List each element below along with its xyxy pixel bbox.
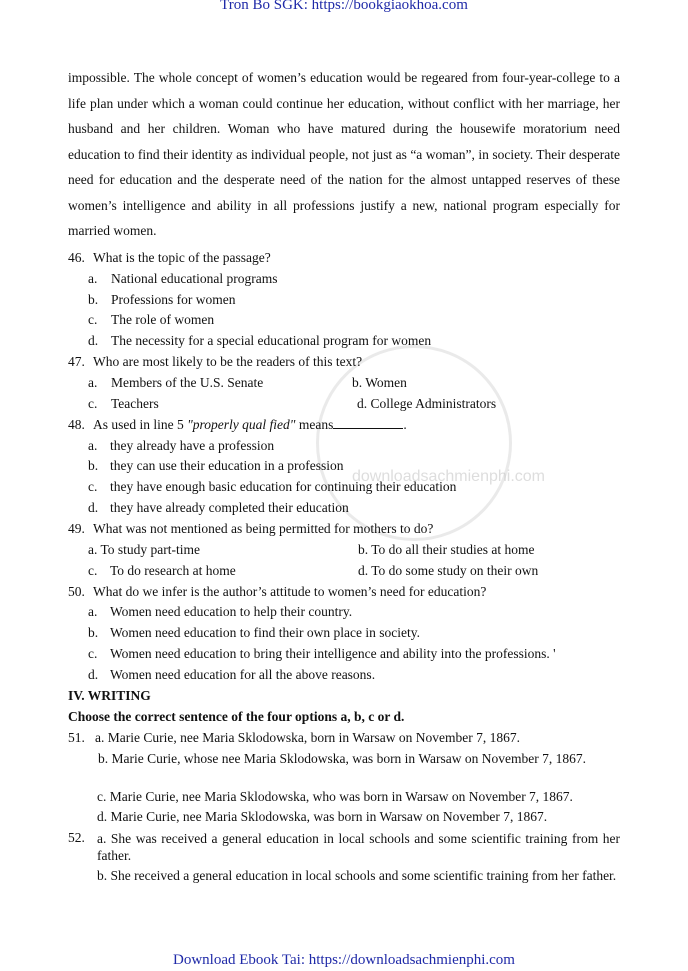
q51-option-c: c. Marie Curie, nee Maria Sklodowska, who was born in Warsaw on November 7, 1867. bbox=[97, 789, 573, 804]
question-50-number: 50. bbox=[68, 584, 85, 599]
answer-blank bbox=[333, 418, 403, 429]
q46-option-c-letter: c. bbox=[88, 312, 98, 327]
question-49-text: What was not mentioned as being permitted for mothers to do? bbox=[93, 521, 434, 536]
q48-period: . bbox=[403, 417, 407, 432]
q49-option-c-letter: c. bbox=[88, 563, 98, 578]
q52-option-a: a. She was received a general education in local schools and some scientific training from her father. bbox=[97, 831, 620, 863]
q47-option-c-letter: c. bbox=[88, 396, 98, 411]
q48-option-c-letter: c. bbox=[88, 479, 98, 494]
q50-option-d: Women need education for all the above reasons. bbox=[110, 667, 376, 682]
q48-option-a: they already have a profession bbox=[110, 438, 275, 453]
q46-option-a-letter: a. bbox=[88, 271, 98, 286]
q46-option-d: The necessity for a special educational program for women bbox=[111, 333, 432, 348]
question-47-text: Who are most likely to be the readers of this text? bbox=[93, 354, 363, 369]
question-50-text: What do we infer is the author’s attitude to women’s need for education? bbox=[93, 584, 487, 599]
q50-option-d-letter: d. bbox=[88, 667, 99, 682]
page-footer-link[interactable]: Download Ebook Tai: https://downloadsachmienphi.com bbox=[173, 952, 515, 968]
q48-option-c: they have enough basic education for continuing their education bbox=[110, 479, 457, 494]
watermark-text: downloadsachmienphi.com bbox=[352, 468, 545, 485]
q51-option-a: a. Marie Curie, nee Maria Sklodowska, born in Warsaw on November 7, 1867. bbox=[95, 730, 520, 745]
q52-option-b: b. She received a general education in local schools and some scientific training from her father. bbox=[97, 868, 617, 883]
q46-option-a: National educational programs bbox=[111, 271, 278, 286]
q48-option-d-letter: d. bbox=[88, 500, 99, 515]
q48-means: means bbox=[295, 417, 334, 432]
q51-option-b: b. Marie Curie, whose nee Maria Sklodowska, was born in Warsaw on November 7, 1867. bbox=[98, 751, 586, 766]
q46-option-d-letter: d. bbox=[88, 333, 99, 348]
section-heading: IV. WRITING bbox=[68, 688, 151, 703]
question-48-number: 48. bbox=[68, 417, 85, 432]
question-49-number: 49. bbox=[68, 521, 85, 536]
q46-option-b: Professions for women bbox=[111, 292, 236, 307]
q50-option-b-letter: b. bbox=[88, 625, 99, 640]
question-51-number: 51. bbox=[68, 730, 85, 745]
q50-option-a-letter: a. bbox=[88, 604, 98, 619]
q47-option-d: d. College Administrators bbox=[357, 396, 497, 411]
section-instruction: Choose the correct sentence of the four options a, b, c or d. bbox=[68, 709, 405, 724]
q49-option-a: a. To study part-time bbox=[88, 542, 201, 557]
q49-option-b: b. To do all their studies at home bbox=[358, 542, 535, 557]
page-header-link[interactable]: Tron Bo SGK: https://bookgiaokhoa.com bbox=[220, 0, 468, 13]
q48-quoted-phrase: "properly qual fied" bbox=[187, 417, 296, 432]
q48-option-b-letter: b. bbox=[88, 458, 99, 473]
q50-option-a: Women need education to help their country. bbox=[110, 604, 353, 619]
q48-option-d: they have already completed their education bbox=[110, 500, 349, 515]
q48-option-a-letter: a. bbox=[88, 438, 98, 453]
q46-option-b-letter: b. bbox=[88, 292, 99, 307]
q47-option-b: b. Women bbox=[352, 375, 407, 390]
q49-option-c: To do research at home bbox=[110, 563, 236, 578]
question-47-number: 47. bbox=[68, 354, 85, 369]
q48-prefix: As used in line 5 bbox=[93, 417, 188, 432]
q47-option-c: Teachers bbox=[111, 396, 159, 411]
q51-option-d: d. Marie Curie, nee Maria Sklodowska, was born in Warsaw on November 7, 1867. bbox=[97, 809, 548, 824]
question-46-number: 46. bbox=[68, 250, 85, 265]
q48-option-b: they can use their education in a profession bbox=[110, 458, 344, 473]
q50-option-c: Women need education to bring their intelligence and ability into the professions. ' bbox=[110, 646, 556, 661]
q47-option-a: Members of the U.S. Senate bbox=[111, 375, 264, 390]
q50-option-b: Women need education to find their own place in society. bbox=[110, 625, 420, 640]
q49-option-d: d. To do some study on their own bbox=[358, 563, 539, 578]
question-48-text bbox=[93, 417, 407, 433]
q46-option-c: The role of women bbox=[111, 312, 215, 327]
reading-passage: impossible. The whole concept of women’s education would be regeared from four-year-college to a life plan under which a woman could continue her education, without conflict with her marriage, her husband and her children. Woman who have matured during the housewife moratorium need education to find their identity as individual people, not just as “a woman”, in society. Their desperate need for education and the desperate need of the nation for the almost untapped reserves of these women’s intelligence and ability in all professions justify a new, national program especially for married women. bbox=[68, 70, 620, 238]
q50-option-c-letter: c. bbox=[88, 646, 98, 661]
q47-option-a-letter: a. bbox=[88, 375, 98, 390]
question-46-text: What is the topic of the passage? bbox=[93, 250, 271, 265]
question-52-number: 52. bbox=[68, 830, 85, 845]
